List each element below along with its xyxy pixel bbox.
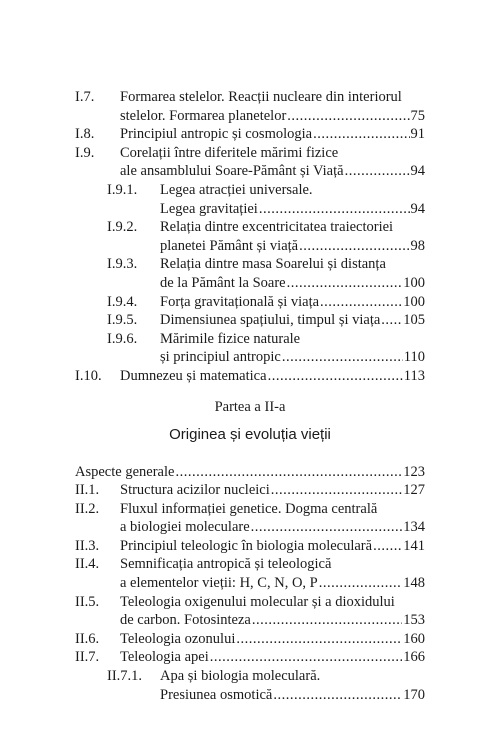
toc-entry[interactable]: [75, 500, 425, 537]
dot-leader: [299, 237, 409, 256]
toc-entry[interactable]: [75, 125, 425, 144]
toc-entry-line: [120, 125, 425, 144]
toc-entry-page-number: 91: [410, 126, 425, 143]
toc-entry-title: stelelor. Formarea planetelor: [120, 107, 287, 124]
toc-entry-line: [160, 181, 425, 200]
toc-entry[interactable]: [75, 181, 425, 218]
toc-entry[interactable]: [75, 293, 425, 312]
toc-entry-line: [120, 518, 425, 537]
toc-entry-number: II.7.1.: [107, 668, 143, 685]
toc-entry-page-number: 105: [403, 312, 425, 329]
toc-entry[interactable]: [75, 555, 425, 592]
dot-leader: [210, 648, 402, 667]
part-heading: Partea a II-a: [214, 398, 286, 415]
toc-entry[interactable]: [75, 88, 425, 125]
toc-entry-line: [120, 367, 425, 386]
toc-entry-page-number: 134: [403, 519, 425, 536]
toc-entry-number: II.7.: [75, 649, 100, 666]
part-subtitle: Originea și evoluția vieții: [169, 425, 331, 443]
dot-leader: [251, 518, 403, 537]
toc-entry-title: și principiul antropic: [160, 349, 281, 366]
toc-entry-page-number: 160: [403, 630, 425, 647]
dot-leader: [252, 611, 402, 630]
toc-entry-number: I.9.3.: [107, 256, 138, 273]
toc-entry-page-number: 123: [403, 463, 425, 480]
toc-entry[interactable]: [75, 255, 425, 292]
toc-entry-title: Teleologia ozonului: [120, 630, 236, 647]
dot-leader: [259, 200, 410, 219]
dot-leader: [345, 162, 410, 181]
dot-leader: [320, 293, 402, 312]
table-of-contents: [75, 88, 425, 704]
dot-leader: [268, 367, 403, 386]
dot-leader: [236, 630, 402, 649]
toc-entry-line: [160, 311, 425, 330]
toc-entry-line: [160, 330, 425, 349]
toc-entry[interactable]: [75, 630, 425, 649]
toc-entry[interactable]: [75, 311, 425, 330]
toc-entry-title: Forța gravitațională și viața: [160, 293, 320, 310]
toc-entry-number: I.7.: [75, 89, 95, 105]
toc-entry-line: [120, 162, 425, 181]
toc-entry-title: Corelații între diferitele mărimi fizice: [120, 144, 339, 161]
toc-entry-title: Teleologia oxigenului molecular și a dioxidului: [120, 593, 395, 610]
toc-entry-line: [160, 348, 425, 367]
toc-entry-number: I.9.2.: [107, 219, 138, 236]
toc-entry-line: [120, 500, 425, 519]
toc-entry-line: [120, 630, 425, 649]
toc-entry-line: [75, 463, 425, 482]
toc-entry-title: Dimensiunea spațiului, timpul și viața: [160, 312, 381, 329]
toc-entry-page-number: 100: [403, 293, 425, 310]
toc-entry[interactable]: [75, 648, 425, 667]
dot-leader: [282, 348, 403, 367]
toc-entry-number: II.6.: [75, 630, 100, 647]
toc-entry-number: II.4.: [75, 556, 100, 573]
toc-entry-title: de carbon. Fotosinteza: [120, 612, 251, 629]
toc-entry-page-number: 166: [403, 649, 425, 666]
toc-entry-number: II.2.: [75, 500, 100, 517]
dot-leader: [381, 311, 402, 330]
dot-leader: [313, 125, 409, 144]
toc-entry-line: [160, 293, 425, 312]
toc-entry-title: Principiul teleologic în biologia moleculară: [120, 537, 373, 554]
dot-leader: [271, 481, 402, 500]
toc-entry-line: [160, 667, 425, 686]
dot-leader: [287, 107, 409, 126]
dot-leader: [373, 537, 402, 556]
toc-entry-line: [160, 274, 425, 293]
toc-entry-line: [120, 144, 425, 163]
toc-entry[interactable]: [75, 463, 425, 482]
toc-entry-title: Apa și biologia moleculară.: [160, 668, 321, 685]
toc-entry-title: Aspecte generale: [75, 463, 175, 480]
toc-entry-page-number: 148: [403, 575, 425, 592]
toc-entry-line: [160, 200, 425, 219]
toc-entry-line: [120, 648, 425, 667]
toc-entry-number: I.9.4.: [107, 293, 138, 310]
toc-entry-page-number: 98: [410, 237, 425, 254]
toc-entry[interactable]: [75, 218, 425, 255]
toc-entry-line: [160, 218, 425, 237]
toc-entry-title: Principiul antropic și cosmologia: [120, 126, 313, 143]
toc-entry-page-number: 113: [403, 367, 425, 384]
toc-entry-title: a biologiei moleculare: [120, 519, 250, 536]
toc-entry-page-number: 141: [403, 537, 425, 554]
toc-entry[interactable]: [75, 593, 425, 630]
toc-entry-line: [120, 611, 425, 630]
toc-entry-number: I.9.1.: [107, 181, 138, 198]
toc-entry[interactable]: [75, 367, 425, 386]
toc-entry-number: I.10.: [75, 367, 102, 384]
toc-entry-number: I.9.: [75, 144, 95, 161]
toc-entry-page-number: 94: [410, 200, 425, 217]
toc-entry-title: Mărimile fizice naturale: [160, 330, 301, 347]
toc-entry-number: I.9.5.: [107, 312, 138, 329]
toc-entry-number: II.1.: [75, 482, 100, 499]
toc-entry[interactable]: [75, 481, 425, 500]
toc-entry[interactable]: [75, 330, 425, 367]
toc-entry-title: ale ansamblului Soare-Pământ și Viață: [120, 163, 344, 180]
toc-entry-line: [120, 481, 425, 500]
toc-entry-page-number: 75: [410, 107, 425, 124]
toc-entry-title: Structura acizilor nucleici: [120, 482, 270, 499]
toc-entry-line: [120, 107, 425, 126]
toc-entry-page-number: 100: [403, 274, 425, 291]
toc-entry-title: planetei Pământ și viață: [160, 237, 299, 254]
toc-entry-line: [160, 237, 425, 256]
toc-entry-line: [120, 537, 425, 556]
toc-entry-title: a elementelor vieții: H, C, N, O, P: [120, 575, 318, 592]
toc-entry-title: Dumnezeu și matematica: [120, 367, 267, 384]
toc-entry-title: Presiunea osmotică: [160, 686, 273, 703]
dot-leader: [287, 274, 403, 293]
toc-entry-title: Legea gravitației: [160, 200, 258, 217]
toc-entry-line: [120, 555, 425, 574]
toc-entry-line: [120, 574, 425, 593]
dot-leader: [175, 463, 402, 482]
toc-entry-page-number: 94: [410, 163, 425, 180]
toc-entry[interactable]: [75, 537, 425, 556]
toc-entry-number: I.8.: [75, 126, 95, 143]
toc-part-2: [75, 463, 425, 705]
toc-entry-number: I.9.6.: [107, 330, 138, 347]
toc-entry-number: II.5.: [75, 593, 100, 610]
toc-entry-number: II.3.: [75, 537, 100, 554]
toc-entry[interactable]: [75, 144, 425, 181]
toc-entry-page-number: 110: [403, 349, 425, 366]
toc-entry-title: Formarea stelelor. Reacții nucleare din interiorul: [120, 89, 402, 105]
toc-entry-title: Semnificația antropică și teleologică: [120, 556, 332, 573]
toc-part-1: [75, 88, 425, 386]
toc-entry-page-number: 127: [403, 482, 425, 499]
toc-entry-line: [160, 686, 425, 705]
toc-entry-title: Relația dintre excentricitatea traiectoriei: [160, 219, 394, 236]
toc-entry-line: [160, 255, 425, 274]
toc-entry-page-number: 170: [403, 686, 425, 703]
toc-entry-title: de la Pământ la Soare: [160, 274, 286, 291]
dot-leader: [273, 686, 402, 705]
toc-entry-title: Fluxul informației genetice. Dogma centrală: [120, 500, 378, 517]
dot-leader: [319, 574, 403, 593]
toc-entry-title: Teleologia apei: [120, 649, 209, 666]
toc-entry-title: Legea atracției universale.: [160, 181, 313, 198]
toc-entry-page-number: 153: [403, 612, 425, 629]
toc-entry[interactable]: [75, 667, 425, 704]
toc-entry-line: [120, 593, 425, 612]
toc-entry-line: [120, 88, 425, 107]
toc-entry-title: Relația dintre masa Soarelui și distanța: [160, 256, 386, 273]
